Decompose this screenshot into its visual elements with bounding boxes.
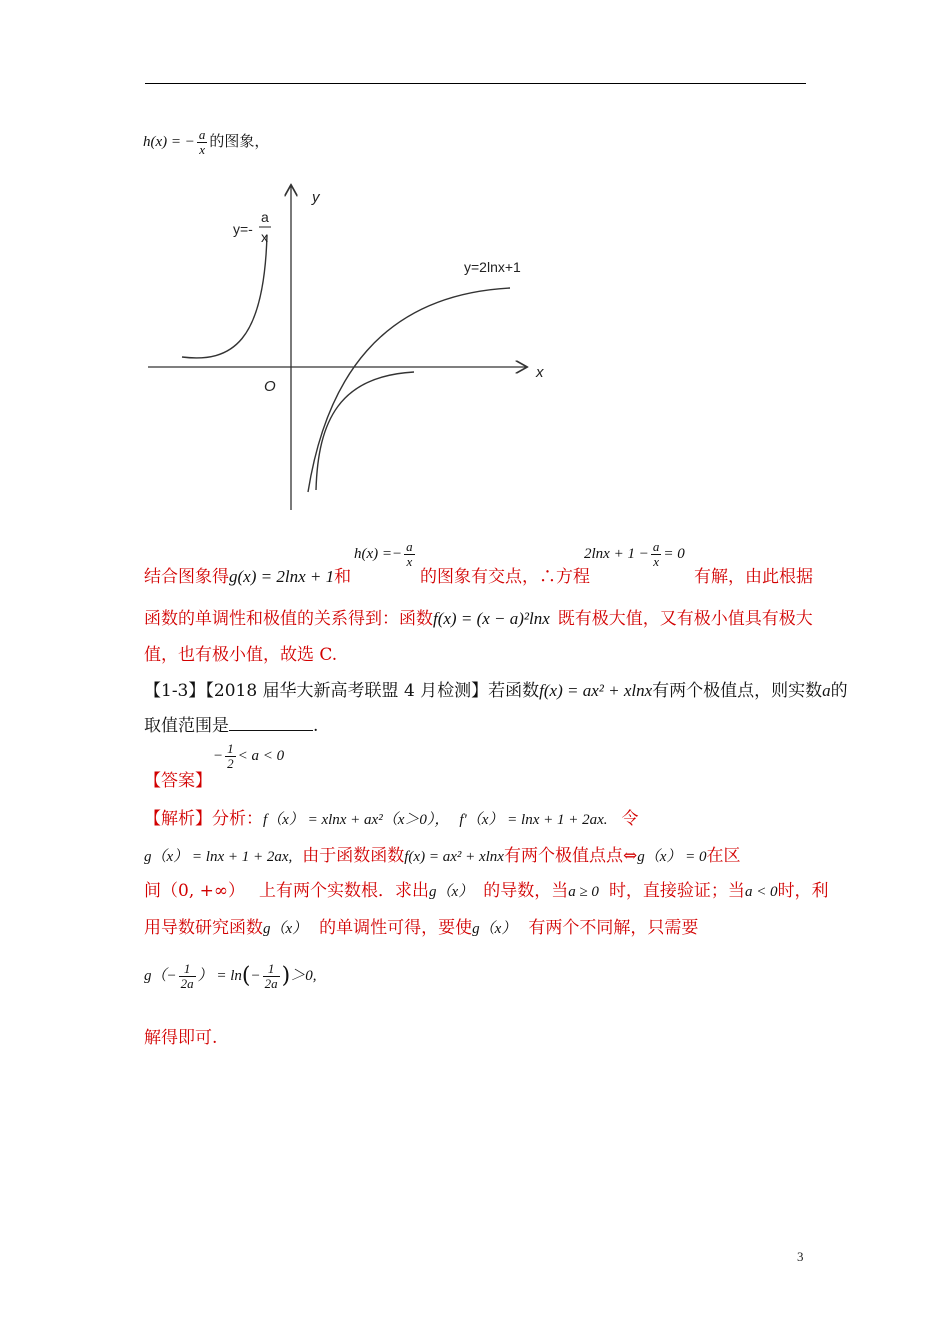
problem-f-expression: f(x) = ax² + xlnx [539,681,653,700]
analysis-line-2 [144,841,741,866]
combined-text-1: 结合图象得 [144,567,229,587]
h-expression: h(x) =− [354,546,403,563]
answer-fraction: $\frac{1}{2}$ [227,741,234,771]
combined-line-1 [144,562,351,592]
answer-minus: − [213,748,224,765]
equation-fraction: $\frac{a}{x}$ [652,539,660,569]
hyperbola-curve-right [316,372,414,490]
analysis-condition-1: a ≥ 0 [568,884,599,900]
problem-line-2 [144,711,318,736]
problem-mid: 有两个极值点，则实数 [652,681,823,701]
analysis-line-4-g: g（x） [263,921,308,937]
analysis-line-2-mid: 由于函数函数 [302,846,405,866]
combined-and: 和 [334,567,352,587]
analysis-line-2-end: 在区 [706,846,741,866]
combined-text-2a: 函数的单调性和极值的关系得到：函数 [144,609,433,629]
problem-tag: 【1-3】【2018 届华大新高考联盟 4 月检测】若函数 [144,681,540,701]
hyperbola-curve-left [182,235,267,358]
problem-end: . [313,716,319,736]
hyperbola-label-denominator: x [261,229,268,245]
analysis-ling: 令 [621,809,639,829]
analysis-line-4-b: 的单调性可得，要使 [319,918,473,938]
origin-label: O [264,378,276,395]
log-curve [308,288,510,492]
equation-right: = 0 [663,546,685,563]
analysis-fraction-1: $\frac{1}{2a}$ [180,961,194,991]
analysis-line-1 [144,804,639,829]
analysis-line-2-tail: 有两个极值点点⇔ [503,846,638,866]
analysis-fprime: f'（x） = lnx + 1 + 2ax. [459,812,608,828]
analysis-g: g（x） = lnx + 1 + 2ax, [144,849,293,865]
g-expression: g(x) = 2lnx + 1 [229,567,335,586]
analysis-ln: ） = ln [197,968,242,985]
analysis-line-3-b: 上有两个实数根．求出 [259,881,430,901]
y-axis-label: y [312,189,320,206]
intro-suffix: 的图象， [209,132,270,151]
analysis-gt-zero: ＞0, [290,968,317,985]
combined-text-2b: 既有极大值，又有极小值具有极大 [557,609,813,629]
equation-left: 2lnx + 1 − [584,546,649,563]
hyperbola-label-numerator: a [261,209,269,225]
problem-tail: 的 [830,681,848,701]
analysis-g-zero: g（x） = 0 [637,849,707,865]
analysis-intro: 分析： [212,809,263,829]
x-axis-label: x [536,364,544,381]
analysis-conclusion: 解得即可. [144,1028,218,1048]
analysis-line-3 [144,876,829,901]
h-expression-block [354,540,417,568]
log-curve-label: y=2lnx+1 [464,259,521,275]
analysis-line-4-a: 用导数研究函数 [144,918,263,938]
analysis-line-3-e: 时，利 [777,881,829,901]
f-expression: f(x) = (x − a)²lnx [433,609,550,628]
problem-range-prompt: 取值范围是 [144,716,229,736]
analysis-fraction-2: $\frac{1}{2a}$ [264,961,278,991]
analysis-line-3-d: 时，直接验证；当 [608,881,745,901]
function-graph [140,180,560,520]
hyperbola-label-prefix: y=- [233,221,253,237]
analysis-line-2-f: f(x) = ax² + xlnx [404,849,504,865]
combined-tail: 有解，由此根据 [694,567,813,587]
analysis-label: 【解析】 [144,809,212,829]
combined-mid: 的图象有交点，∴方程 [420,567,590,587]
analysis-g-of: g（− [144,968,177,985]
h-definition: h(x) = − [143,134,195,151]
analysis-condition-2: a < 0 [744,884,778,900]
h-fraction: $\frac{a}{x}$ [198,127,206,157]
analysis-line-3-g: g（x） [429,884,474,900]
problem-variable: a [822,681,831,700]
header-rule [145,83,806,84]
analysis-f: f（x） = xlnx + ax²（x＞0）， [263,812,450,828]
answer-inequality: < a < 0 [237,748,285,765]
answer-blank [229,716,313,731]
analysis-line-4-c: 有两个不同解，只需要 [528,918,699,938]
answer-expression [213,742,284,770]
equation-block [584,540,685,568]
analysis-interval: 间（0, +∞） [144,881,246,901]
analysis-line-4 [144,913,698,938]
analysis-line-3-c: 的导数，当 [483,881,569,901]
h-expression-fraction: $\frac{a}{x}$ [406,539,413,569]
answer-label: 【答案】 [144,771,212,791]
combined-line-3: 值，也有极小值，故选 C. [144,645,338,665]
left-paren: ( [241,963,251,989]
right-paren: ) [281,963,291,989]
intro-line [143,128,269,156]
page-number: 3 [797,1249,804,1264]
analysis-line-4-g2: g（x） [472,921,517,937]
problem-line-1 [144,676,848,701]
analysis-line-5: g（− $\frac{1}{2a}$ ） = ln(− $\frac{1}{2a}$ )＞0, [144,961,317,991]
combined-line-2 [144,604,813,629]
